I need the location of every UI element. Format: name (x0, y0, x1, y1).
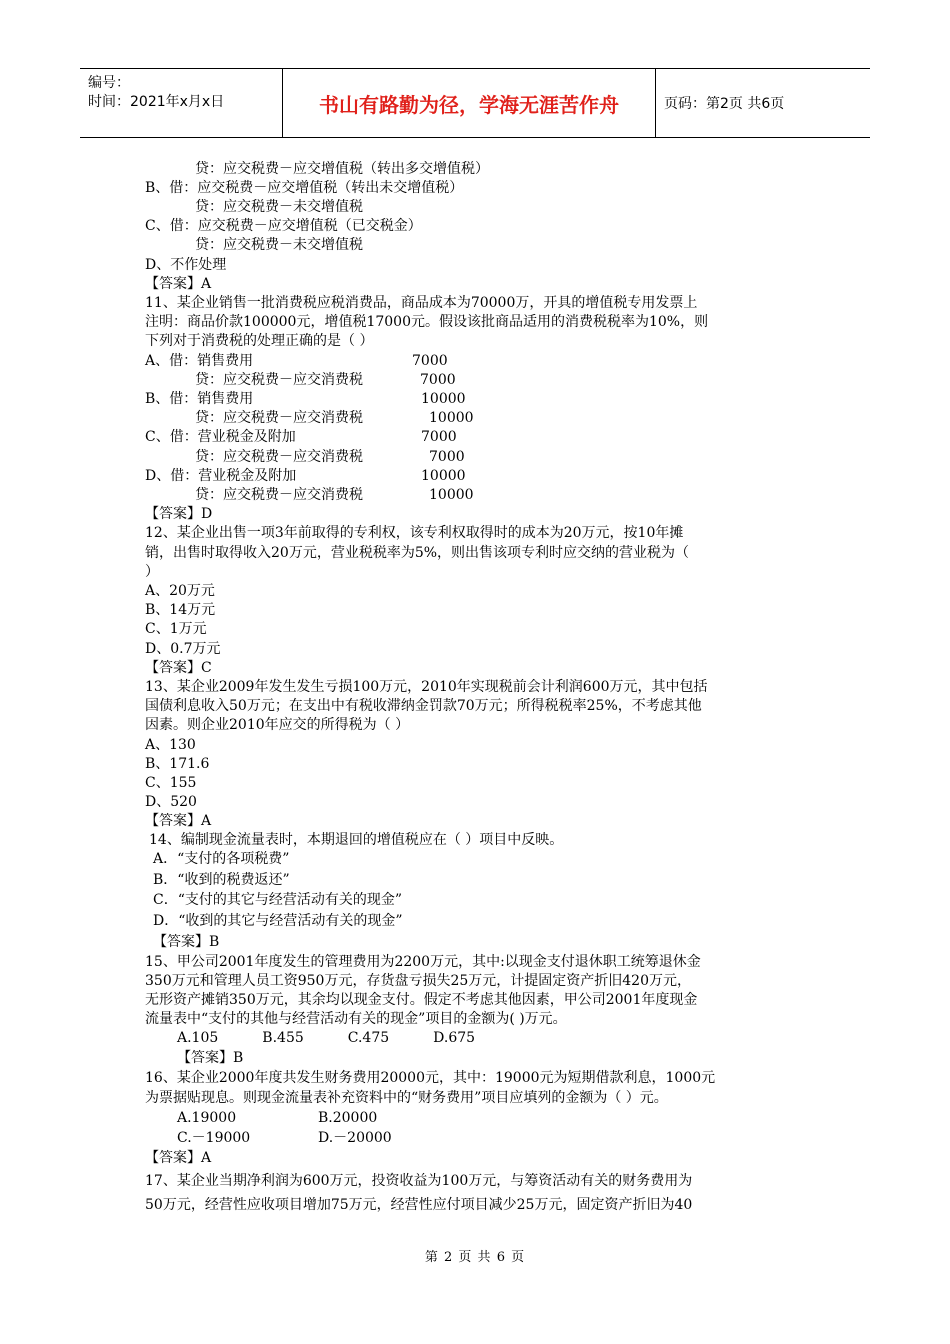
question-line: 13、某企业2009年发生发生亏损100万元，2010年实现税前会计利润600万元，其中包括 (145, 679, 708, 695)
option-a: A.19000 (177, 1110, 237, 1126)
answer-line: 【答案】A (145, 813, 212, 829)
option-line: D、0.7万元 (145, 641, 221, 657)
answer-line: 【答案】B (153, 934, 220, 950)
entry-text: 贷：应交税费－应交消费税 (195, 410, 363, 426)
answer-line: 【答案】A (145, 1150, 212, 1166)
entry-text: A、借：销售费用 (145, 353, 254, 369)
option-line: C、155 (145, 775, 197, 791)
entry-amount: 10000 (429, 410, 474, 426)
option-line: B．“收到的税费返还” (153, 872, 290, 888)
option-b: B.455 (262, 1030, 304, 1046)
page-footer: 第 2 页 共 6 页 (424, 1250, 526, 1265)
question-line: 50万元，经营性应收项目增加75万元，经营性应付项目减少25万元，固定资产折旧为40 (145, 1197, 693, 1213)
entry-line (195, 448, 465, 467)
option-line: C．“支付的其它与经营活动有关的现金” (153, 892, 403, 908)
entry-amount: 7000 (420, 372, 456, 388)
entry-amount: 7000 (429, 449, 465, 465)
question-line: 因素。则企业2010年应交的所得税为（ ） (145, 717, 410, 733)
question-line: ） (145, 564, 159, 580)
option-line: A、130 (145, 737, 196, 753)
entry-line (195, 486, 474, 505)
entry-text: 贷：应交税费－应交消费税 (195, 372, 363, 388)
answer-line: 【答案】A (145, 276, 212, 292)
entry-amount: 7000 (421, 429, 457, 445)
option-c: C.－19000 (177, 1130, 251, 1146)
option-d: D.675 (433, 1030, 476, 1046)
option-line: B、14万元 (145, 602, 216, 618)
question-line: 15、甲公司2001年度发生的管理费用为2200万元，其中:以现金支付退休职工统筹退休金 (145, 954, 701, 970)
question-line: 流量表中“支付的其他与经营活动有关的现金”项目的金额为( )万元。 (145, 1011, 567, 1027)
header-motto: 书山有路勤为径，学海无涯苦作舟 (319, 92, 619, 117)
page-header (80, 68, 870, 138)
entry-line (195, 371, 456, 390)
option-line: A．“支付的各项税费” (153, 851, 290, 867)
code-label: 编号： (88, 75, 130, 91)
answer-line: 【答案】B (177, 1050, 244, 1066)
entry-line (145, 352, 448, 371)
text-line: B、借：应交税费－应交增值税（转出未交增值税） (145, 180, 464, 196)
entry-line (145, 428, 457, 447)
answer-line: 【答案】D (145, 506, 213, 522)
option-line: B、171.6 (145, 756, 210, 772)
text-line: 贷：应交税费－未交增值税 (195, 199, 363, 215)
option-line: C、1万元 (145, 621, 207, 637)
text-line: 贷：应交税费－未交增值税 (195, 237, 363, 253)
entry-text: 贷：应交税费－应交消费税 (195, 449, 363, 465)
entry-line (145, 467, 466, 486)
entry-text: B、借：销售费用 (145, 391, 254, 407)
question-line: 14、编制现金流量表时，本期退回的增值税应在（ ）项目中反映。 (149, 832, 564, 848)
question-line: 销，出售时取得收入20万元，营业税税率为5%，则出售该项专利时应交纳的营业税为（ (145, 545, 690, 561)
question-line: 17、某企业当期净利润为600万元，投资收益为100万元，与筹资活动有关的财务费用为 (145, 1173, 693, 1189)
question-line: 下列对于消费税的处理正确的是（ ） (145, 333, 374, 349)
entry-amount: 10000 (429, 487, 474, 503)
option-line: A、20万元 (145, 583, 215, 599)
option-c: C.475 (347, 1030, 390, 1046)
question-line: 11、某企业销售一批消费税应税消费品，商品成本为70000万，开具的增值税专用发票上 (145, 295, 698, 311)
entry-amount: 10000 (421, 468, 466, 484)
entry-amount: 7000 (412, 353, 448, 369)
question-line: 无形资产摊销350万元，其余均以现金支付。假定不考虑其他因素，甲公司2001年度现金 (145, 992, 698, 1008)
question-line: 为票据贴现息。则现金流量表补充资料中的“财务费用”项目应填列的金额为（ ）元。 (145, 1090, 668, 1106)
question-line: 16、某企业2000年度共发生财务费用20000元，其中：19000元为短期借款利息，1000元 (145, 1070, 716, 1086)
entry-amount: 10000 (421, 391, 466, 407)
question-line: 注明：商品价款100000元，增值税17000元。假设该批商品适用的消费税税率为10%，则 (145, 314, 709, 330)
text-line: C、借：应交税费－应交增值税（已交税金） (145, 218, 422, 234)
question-line: 350万元和管理人员工资950万元，存货盘亏损失25万元，计提固定资产折旧420万元， (145, 973, 691, 989)
option-row (177, 1029, 519, 1048)
question-line: 12、某企业出售一项3年前取得的专利权，该专利权取得时的成本为20万元，按10年摊 (145, 525, 684, 541)
text-line: D、不作处理 (145, 257, 227, 273)
option-line: D．“收到的其它与经营活动有关的现金” (153, 913, 403, 929)
option-line: D、520 (145, 794, 197, 810)
entry-text: 贷：应交税费－应交消费税 (195, 487, 363, 503)
page-number-label: 页码：第2页 共6页 (664, 96, 785, 112)
entry-line (145, 390, 466, 409)
entry-text: D、借：营业税金及附加 (145, 468, 297, 484)
entry-line (195, 409, 474, 428)
question-line: 国债利息收入50万元；在支出中有税收滞纳金罚款70万元；所得税税率25%，不考虑其他 (145, 698, 702, 714)
option-a: A.105 (177, 1030, 219, 1046)
answer-line: 【答案】C (145, 660, 212, 676)
option-b: B.20000 (318, 1110, 378, 1126)
header-meta (80, 69, 282, 137)
date-label: 时间：2021年x月x日 (88, 94, 225, 110)
option-d: D.－20000 (318, 1130, 392, 1146)
entry-text: C、借：营业税金及附加 (145, 429, 296, 445)
text-line: 贷：应交税费－应交增值税（转出多交增值税） (195, 161, 489, 177)
